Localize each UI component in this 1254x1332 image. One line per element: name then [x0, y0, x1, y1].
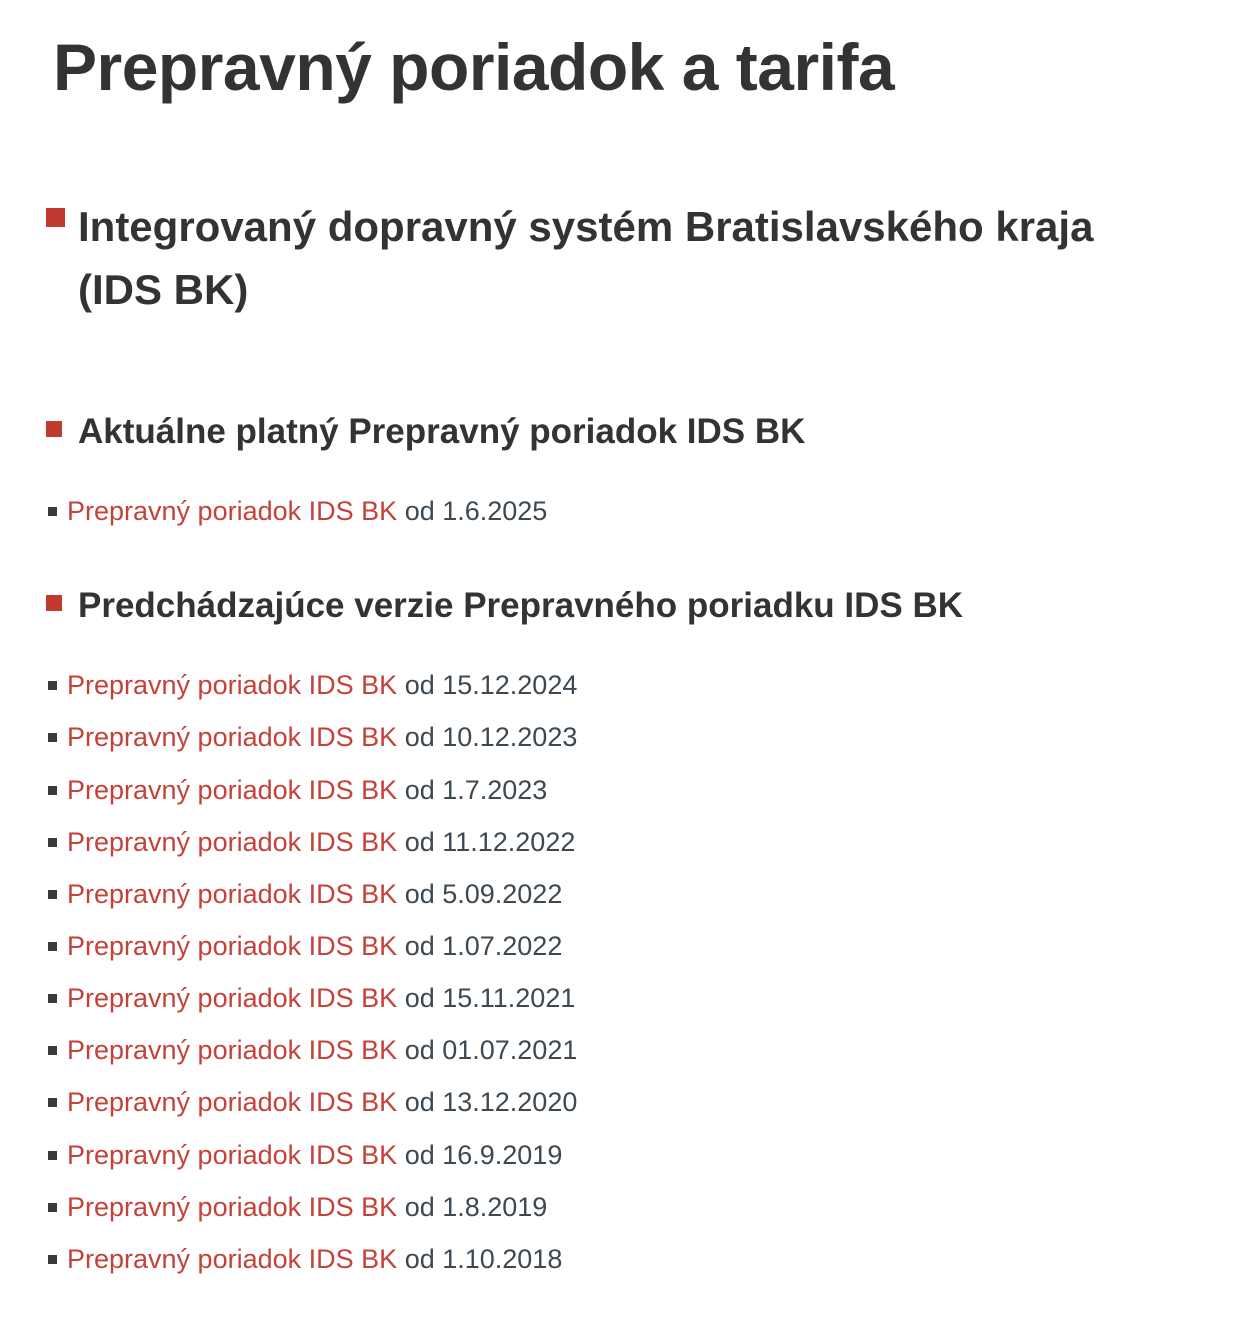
list-item: [46, 1136, 1214, 1175]
square-bullet-icon: [48, 1098, 57, 1107]
document-valid-from: od 15.12.2024: [404, 670, 578, 701]
document-valid-from: od 1.8.2019: [404, 1191, 548, 1222]
square-bullet-icon: [48, 942, 57, 951]
previous-doc-list: [46, 666, 1214, 1279]
document-valid-from: od 1.6.2025: [404, 496, 548, 527]
document-link[interactable]: Prepravný poriadok IDS BK: [67, 1191, 398, 1222]
document-valid-from: od 1.7.2023: [404, 774, 548, 805]
document-valid-from: od 16.9.2019: [404, 1139, 563, 1170]
document-link[interactable]: Prepravný poriadok IDS BK: [67, 983, 398, 1014]
list-item: [46, 771, 1214, 810]
section-heading-ids-bk: [46, 195, 1166, 321]
red-square-bullet-icon: [46, 421, 62, 437]
document-entry: [67, 1140, 562, 1170]
document-entry: [67, 722, 577, 752]
document-entry: [67, 1035, 577, 1065]
square-bullet-icon: [48, 1203, 57, 1212]
document-entry: [67, 1244, 562, 1274]
section-ids-bk: [46, 195, 1214, 321]
red-square-bullet-icon: [46, 208, 65, 227]
document-valid-from: od 10.12.2023: [404, 722, 578, 753]
square-bullet-icon: [48, 890, 57, 899]
document-valid-from: od 5.09.2022: [404, 878, 563, 909]
square-bullet-icon: [48, 786, 57, 795]
section-heading-text: Aktuálne platný Prepravný poriadok IDS BK: [78, 412, 806, 452]
section-heading-previous: [46, 581, 1214, 630]
page-title: Prepravný poriadok a tarifa: [53, 30, 895, 104]
document-link[interactable]: Prepravný poriadok IDS BK: [67, 670, 398, 701]
section-previous: [46, 581, 1214, 1279]
document-valid-from: od 1.10.2018: [404, 1243, 563, 1274]
list-item: [46, 666, 1214, 705]
document-link[interactable]: Prepravný poriadok IDS BK: [67, 1243, 398, 1274]
document-valid-from: od 15.11.2021: [404, 983, 576, 1014]
section-heading-text: Predchádzajúce verzie Prepravného poriadku IDS BK: [78, 586, 964, 626]
document-link[interactable]: Prepravný poriadok IDS BK: [67, 1087, 398, 1118]
document-link[interactable]: Prepravný poriadok IDS BK: [67, 1139, 398, 1170]
list-item: [46, 1240, 1214, 1279]
document-link[interactable]: Prepravný poriadok IDS BK: [67, 1035, 398, 1066]
document-link[interactable]: Prepravný poriadok IDS BK: [67, 826, 398, 857]
document-entry: [67, 670, 577, 700]
document-entry: [67, 879, 562, 909]
square-bullet-icon: [48, 1255, 57, 1264]
document-valid-from: od 11.12.2022: [404, 826, 576, 857]
document-entry: [67, 983, 575, 1013]
list-item: [46, 979, 1214, 1018]
square-bullet-icon: [48, 681, 57, 690]
document-valid-from: od 1.07.2022: [404, 931, 563, 962]
document-valid-from: od 01.07.2021: [404, 1035, 578, 1066]
document-valid-from: od 13.12.2020: [404, 1087, 578, 1118]
document-entry: [67, 827, 575, 857]
square-bullet-icon: [48, 1046, 57, 1055]
document-entry: [67, 496, 547, 526]
section-heading-text: Integrovaný dopravný systém Bratislavského kraja (IDS BK): [78, 203, 1094, 314]
list-item: [46, 1083, 1214, 1122]
list-item: [46, 1031, 1214, 1070]
list-item: [46, 875, 1214, 914]
document-link[interactable]: Prepravný poriadok IDS BK: [67, 496, 398, 527]
square-bullet-icon: [48, 994, 57, 1003]
list-item: [46, 718, 1214, 757]
document-link[interactable]: Prepravný poriadok IDS BK: [67, 878, 398, 909]
red-square-bullet-icon: [46, 595, 62, 611]
section-heading-current: [46, 407, 1214, 456]
square-bullet-icon: [48, 1151, 57, 1160]
document-link[interactable]: Prepravný poriadok IDS BK: [67, 774, 398, 805]
document-link[interactable]: Prepravný poriadok IDS BK: [67, 931, 398, 962]
section-current: [46, 407, 1214, 531]
current-doc-list: [46, 492, 1214, 531]
list-item: [46, 1188, 1214, 1227]
list-item: [46, 823, 1214, 862]
document-link[interactable]: Prepravný poriadok IDS BK: [67, 722, 398, 753]
list-item: [46, 492, 1214, 531]
document-entry: [67, 1087, 577, 1117]
square-bullet-icon: [48, 507, 57, 516]
square-bullet-icon: [48, 733, 57, 742]
list-item: [46, 927, 1214, 966]
document-entry: [67, 1192, 547, 1222]
square-bullet-icon: [48, 838, 57, 847]
document-entry: [67, 931, 562, 961]
document-entry: [67, 775, 547, 805]
